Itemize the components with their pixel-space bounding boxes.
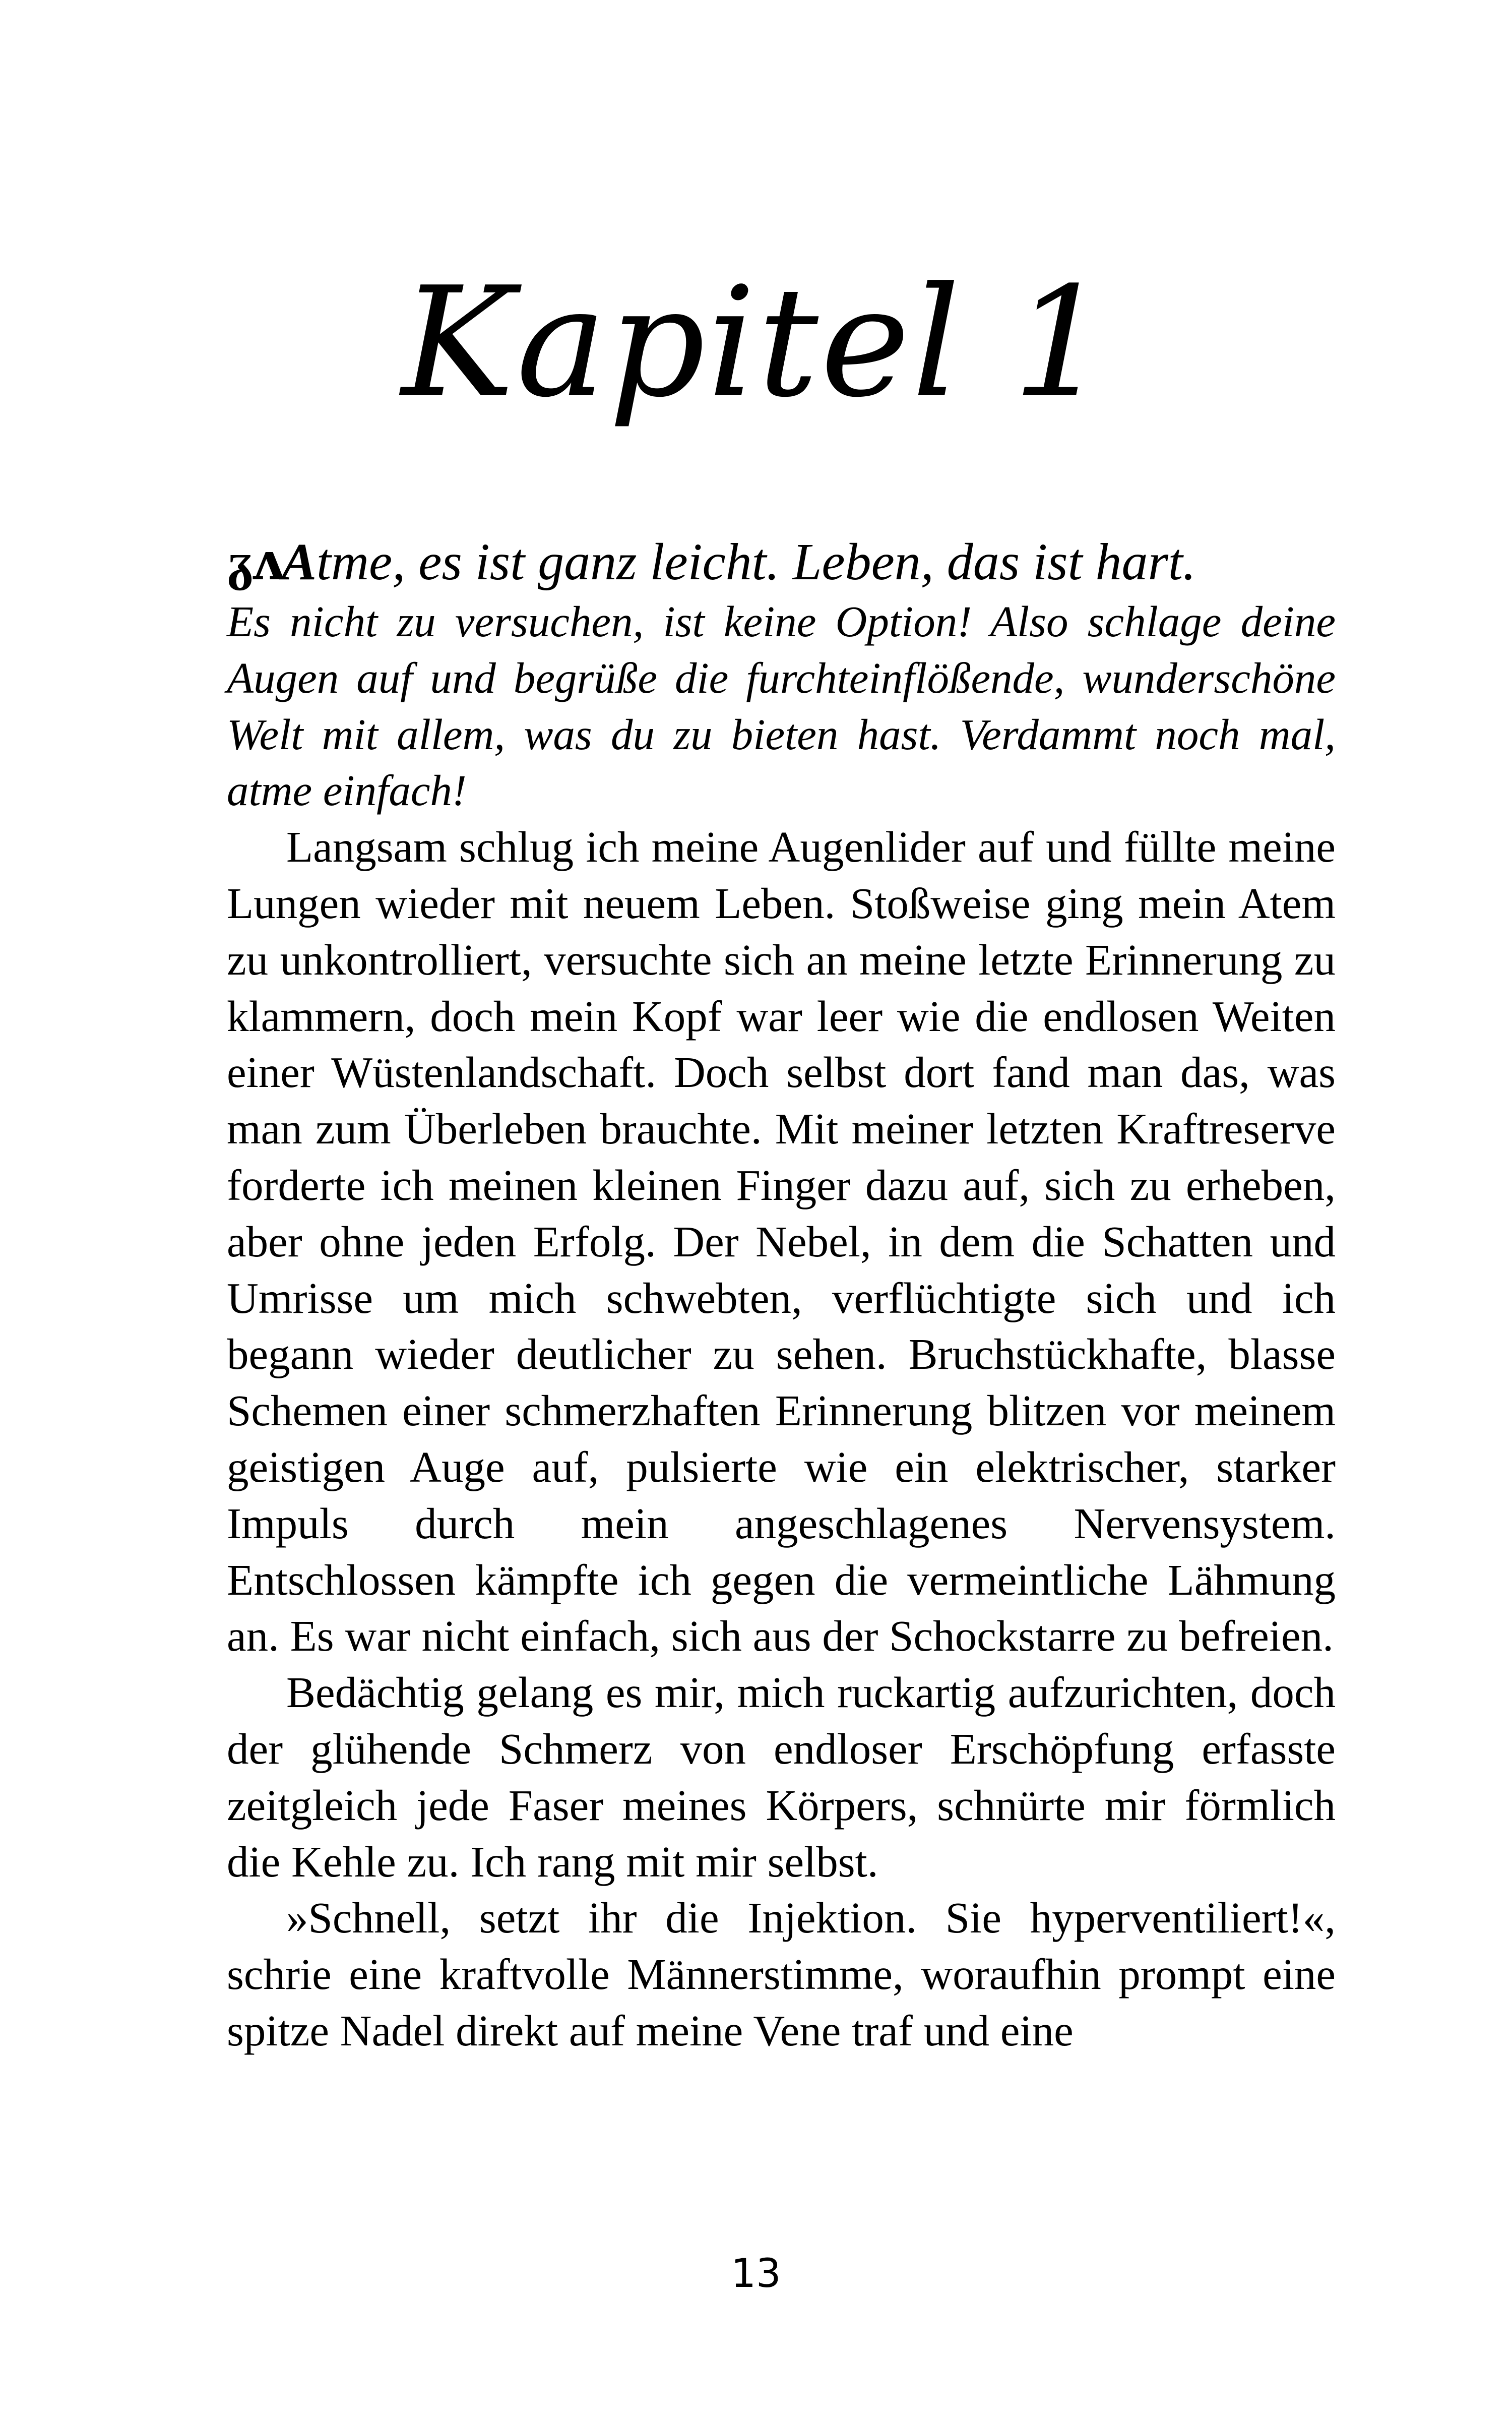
intro-first-line xyxy=(227,529,1336,593)
chapter-title: Kapitel 1 xyxy=(401,255,1111,431)
paragraph-1: Langsam schlug ich meine Augenlider auf und füllte meine Lungen wieder mit neuem Leben. Stoßweise ging mein Atem zu unkontrolliert, versuchte sich an meine letzte Erinnerung zu klammern, doch mein Kopf war leer wie die endlosen Weiten einer Wüstenlandschaft. Doch selbst dort fand man das, was man zum Überleben brauchte. Mit meiner letzten Kraftreserve forderte ich meinen kleinen Finger dazu auf, sich zu erheben, aber ohne jeden Erfolg. Der Nebel, in dem die Schatten und Umrisse um mich schwebten, verflüchtigte sich und ich begann wieder deutlicher zu sehen. Bruchstückhafte, blasse Schemen einer schmerzhaften Erinnerung blitzen vor meinem geistigen Auge auf, pulsierte wie ein elektrischer, starker Impuls durch mein angeschlagenes Nervensystem. Entschlossen kämpfte ich gegen die vermeintliche Lähmung an. Es war nicht einfach, sich aus der Schockstarre zu befreien. xyxy=(227,822,1336,1661)
body-text xyxy=(227,529,1336,2059)
paragraph-2: Bedächtig gelang es mir, mich ruckartig aufzurichten, doch der glühende Schmerz von endloser Erschöpfung erfasste zeitgleich jede Faser meines Körpers, schnürte mir förmlich die Kehle zu. Ich rang mit mir selbst. xyxy=(227,1668,1336,1886)
intro-paragraph xyxy=(227,529,1336,819)
ornament-glyph: ᵹᴧ xyxy=(227,530,282,592)
page-number: 13 xyxy=(731,2251,781,2296)
intro-first-line-text: tme, es ist ganz leicht. Leben, das ist hart. xyxy=(317,533,1196,591)
paragraph-3: »Schnell, setzt ihr die Injektion. Sie hyperventiliert!«, schrie eine kraftvolle Männerstimme, woraufhin prompt eine spitze Nadel direkt auf meine Vene traf und eine xyxy=(227,1893,1336,2055)
intro-first-letter: A xyxy=(281,533,317,591)
intro-text: Es nicht zu versuchen, ist keine Option! Also schlage deine Augen auf und begrüße die furchteinflößende, wunderschöne Welt mit allem, was du zu bieten hast. Verdammt noch mal, atme einfach! xyxy=(227,597,1336,815)
